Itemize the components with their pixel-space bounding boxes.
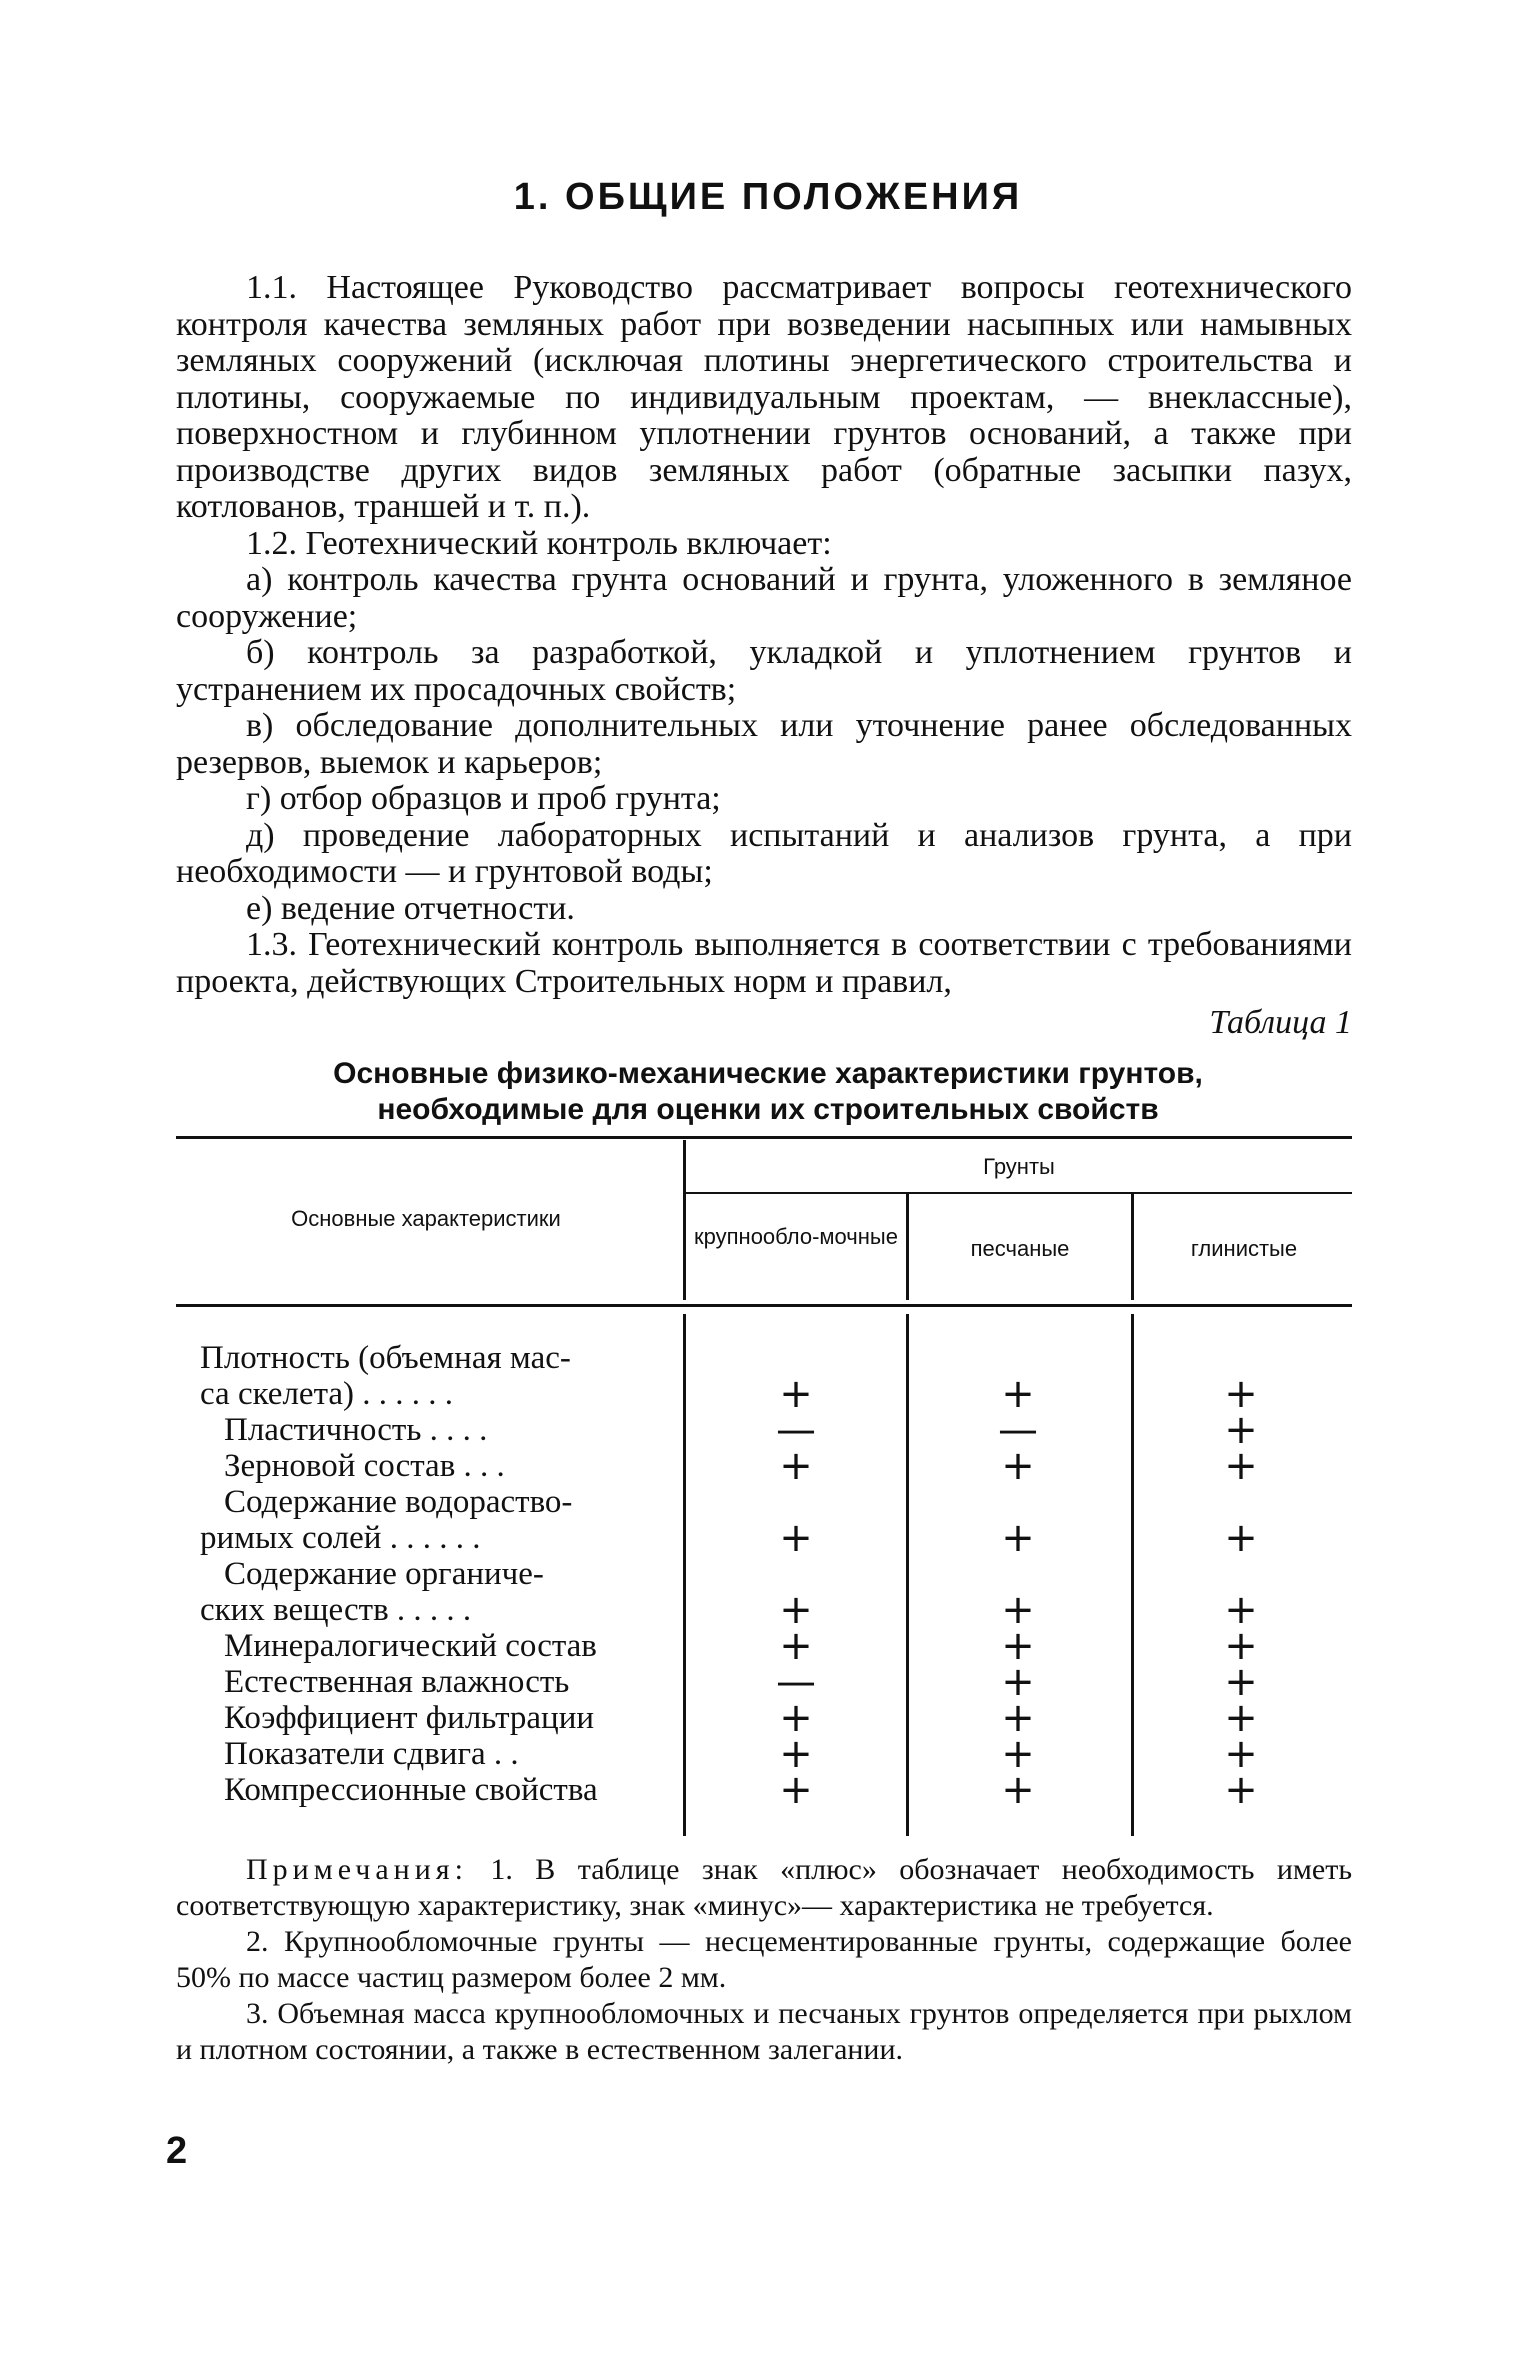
cell-mark: + [1224,1587,1258,1633]
row-label-line: римых солей . . . . . . [200,1520,481,1556]
note-3: 3. Объемная масса крупнообломочных и песчаных грунтов определяется при рыхлом и плотном состоянии, а также в естественном залегании. [176,1997,1352,2066]
page-number: 2 [166,2130,188,2172]
header-coarse: крупнообло-мочные [694,1224,898,1249]
row-label-line: Плотность (объемная мас- [200,1340,571,1376]
header-main-characteristics: Основные характеристики [291,1206,561,1231]
row-label-filtration: Коэффициент фильтрации [224,1700,595,1736]
cell-mark: + [1001,1587,1035,1633]
paragraph-1-3: 1.3. Геотехнический контроль выполняется в соответствии с требованиями проекта, действующих Строительных норм и правил, [176,926,1352,1000]
cell-mark: + [779,1731,813,1777]
cell-mark: + [1001,1659,1035,1705]
characteristics-table [176,1136,1352,1836]
cell-mark: + [779,1515,813,1561]
cell-mark: — [776,1407,816,1453]
cell-mark: + [1224,1443,1258,1489]
cell-mark: + [1224,1695,1258,1741]
table-title-line-1: Основные физико-механические характеристики грунтов, [333,1057,1203,1090]
cell-mark: + [1224,1623,1258,1669]
list-item-a: а) контроль качества грунта оснований и грунта, уложенного в земляное сооружение; [176,561,1352,635]
cell-mark: + [1001,1371,1035,1417]
body-divider-1 [906,1314,909,1836]
notes-heading: Примечания: [246,1853,468,1886]
cell-mark: — [776,1659,816,1705]
cell-mark: + [1224,1407,1258,1453]
cell-mark: + [779,1623,813,1669]
list-item-v: в) обследование дополнительных или уточнение ранее обследованных резервов, выемок и карьеров; [176,707,1352,781]
header-clayey: глинистые [1190,1236,1298,1261]
table-notes [176,1852,1352,2068]
header-soils-group: Грунты [983,1154,1055,1179]
row-label-compression: Компрессионные свойства [224,1772,598,1808]
row-label-moisture: Естественная влажность [224,1664,570,1700]
cell-mark: + [1224,1731,1258,1777]
row-label-shear: Показатели сдвига . . [224,1736,519,1772]
cell-mark: + [779,1587,813,1633]
row-label-line: Содержание водораство- [224,1484,573,1520]
list-item-g: г) отбор образцов и проб грунта; [246,780,721,817]
note-1-text: 1. В таблице знак «плюс» обозначает необходимость иметь соответствующую характеристику, знак «минус»— характеристика не требуется. [176,1853,1353,1922]
cell-mark: — [998,1407,1038,1453]
cell-mark: + [1001,1695,1035,1741]
paragraph-1-1: 1.1. Настоящее Руководство рассматривает вопросы геотехнического контроля качества земляных работ при возведении насыпных или намывных земляных сооружений (исключая плотины энергетического строительства и плотины, сооружаемые по индивидуальным проектам, — внеклассные), поверхностном и глубинном уплотнении грунтов оснований, а также при производстве других видов земляных работ (обратные засыпки пазух, котлованов, траншей и т. п.). [176,269,1352,525]
cell-mark: + [1224,1515,1258,1561]
cell-mark: + [1001,1443,1035,1489]
header-divider-1 [906,1194,909,1300]
cell-mark: + [1001,1731,1035,1777]
table-title [0,1056,1536,1128]
row-label-grain: Зерновой состав . . . [224,1448,505,1484]
list-item-b: б) контроль за разработкой, укладкой и уплотнением грунтов и устранением их просадочных свойств; [176,634,1352,708]
header-sandy: песчаные [970,1236,1070,1261]
cell-mark: + [779,1767,813,1813]
cell-mark: + [1001,1515,1035,1561]
cell-mark: + [1001,1623,1035,1669]
list-item-e: е) ведение отчетности. [246,889,575,927]
body-divider-2 [1131,1314,1134,1836]
section-title: 1. ОБЩИЕ ПОЛОЖЕНИЯ [513,176,1023,218]
row-label-line: Содержание органиче- [224,1556,544,1592]
row-label-line: са скелета) . . . . . . [200,1376,454,1412]
group-header-rule [686,1192,1352,1194]
row-label-plasticity: Пластичность . . . . [224,1412,488,1448]
paragraph-1-2: 1.2. Геотехнический контроль включает: [246,524,832,562]
header-divider-2 [1131,1194,1134,1300]
table-top-rule [176,1136,1352,1139]
note-1 [176,1852,1352,1924]
cell-mark: + [1224,1767,1258,1813]
row-label-mineral: Минералогический состав [224,1628,597,1664]
row-label-line: ских веществ . . . . . [200,1592,472,1628]
cell-mark: + [779,1371,813,1417]
cell-mark: + [779,1695,813,1741]
note-2: 2. Крупнообломочные грунты — несцементированные грунты, содержащие более 50% по массе частиц размером более 2 мм. [176,1925,1352,1994]
table-label: Таблица 1 [1209,1004,1352,1041]
list-item-d: д) проведение лабораторных испытаний и анализов грунта, а при необходимости — и грунтовой воды; [176,816,1352,890]
header-bottom-rule [176,1304,1352,1307]
row-label-salts [200,1484,670,1556]
row-label-organic [200,1556,670,1628]
body-text [176,270,1352,1000]
cell-mark: + [1001,1767,1035,1813]
table-title-line-2: необходимые для оценки их строительных свойств [377,1093,1159,1126]
cell-mark: + [1224,1659,1258,1705]
cell-mark: + [779,1443,813,1489]
row-label-density [200,1340,670,1412]
cell-mark: + [1224,1371,1258,1417]
